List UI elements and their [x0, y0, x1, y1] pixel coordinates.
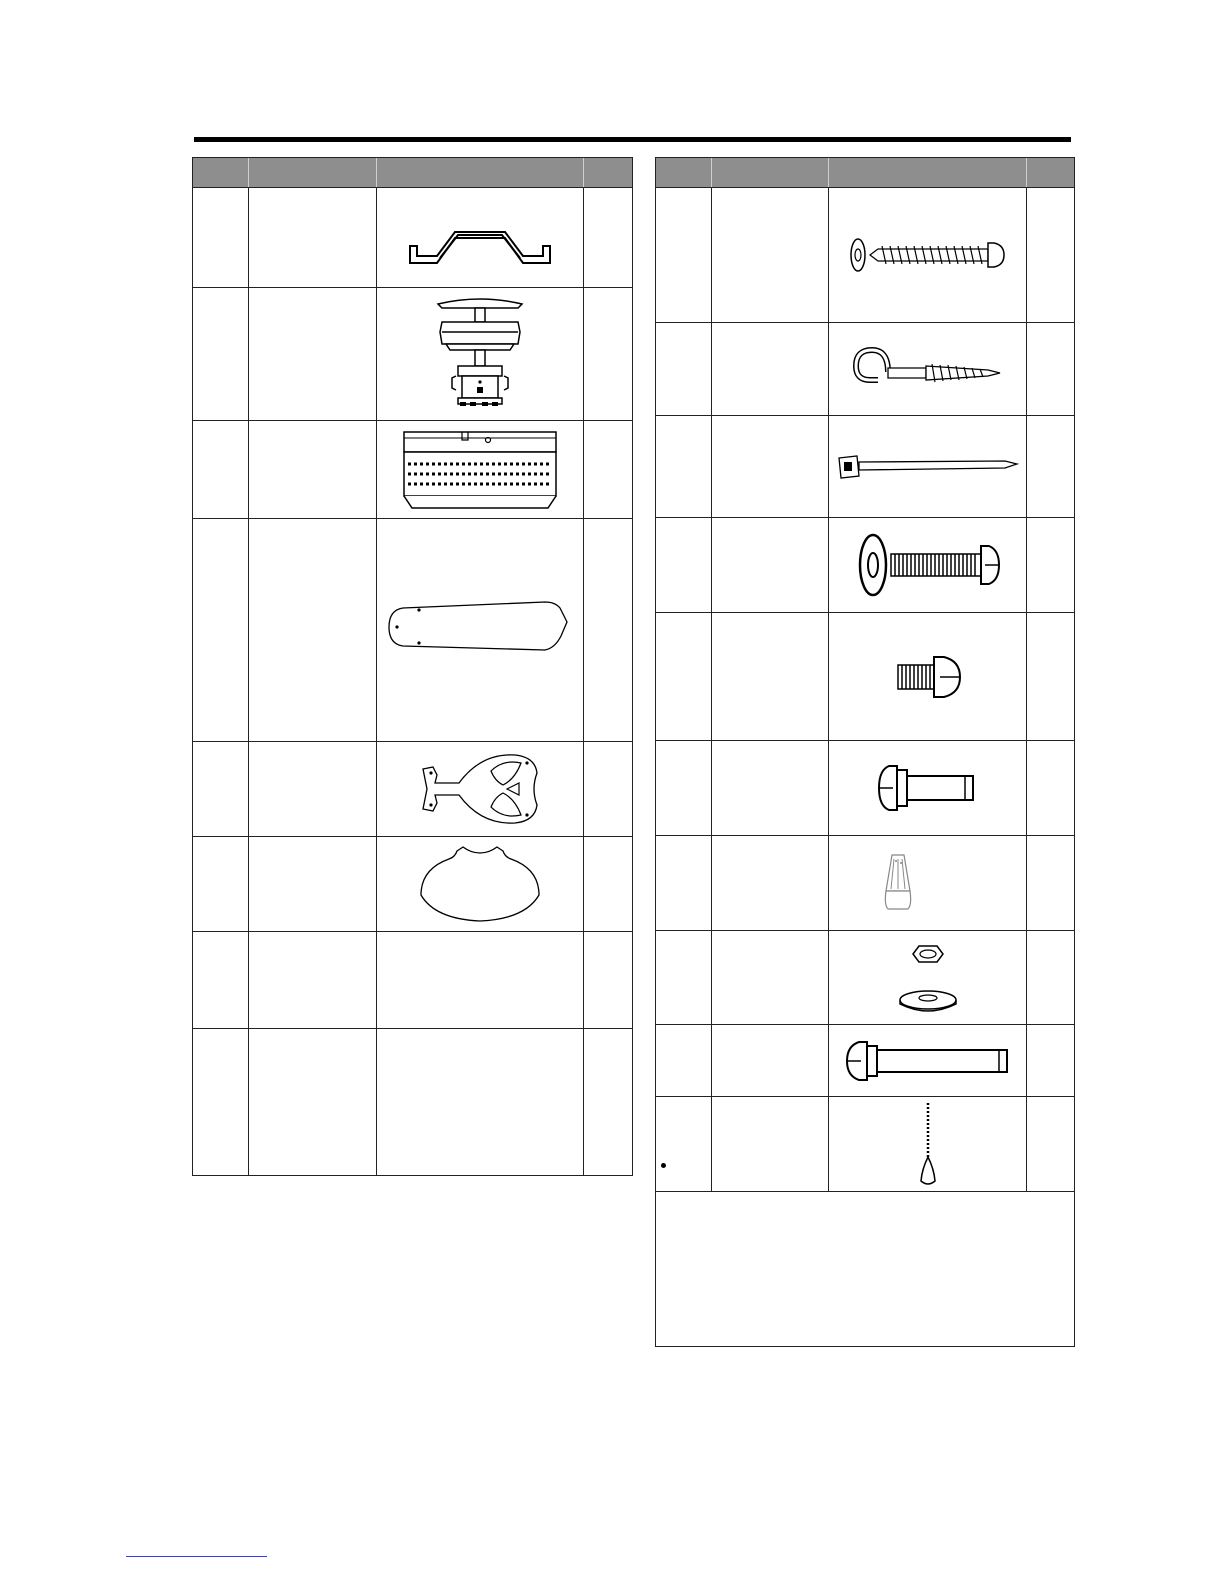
part-number [656, 188, 712, 322]
part-number [193, 421, 249, 518]
part-number [193, 932, 249, 1028]
part-illustration [377, 932, 584, 1028]
part-quantity [584, 188, 632, 287]
blade-screw-icon [873, 758, 983, 818]
machine-screw-icon [843, 1036, 1013, 1086]
part-name [712, 741, 829, 835]
parts-table-left [192, 157, 633, 1176]
table-row [656, 322, 1074, 415]
part-illustration [377, 421, 584, 518]
short-screw-icon [888, 647, 968, 707]
part-name [712, 518, 829, 612]
part-illustration [377, 742, 584, 836]
mounting-bracket-icon [405, 228, 555, 268]
table-row [656, 187, 1074, 322]
bolt-washer-icon [853, 530, 1003, 600]
table-header [193, 157, 632, 187]
hook-screw-icon [848, 344, 1008, 394]
header-number [193, 158, 249, 187]
part-illustration [377, 837, 584, 931]
parts-table-right [655, 157, 1075, 1347]
table-row [656, 415, 1074, 517]
part-name [712, 1097, 829, 1191]
part-number [656, 416, 712, 517]
part-name [712, 931, 829, 1024]
part-name [712, 613, 829, 740]
table-row [656, 835, 1074, 930]
part-illustration [829, 188, 1027, 322]
part-number [656, 323, 712, 415]
table-row [193, 741, 632, 836]
page-header-rule [194, 137, 1071, 142]
header-part-name [249, 158, 377, 187]
part-illustration [829, 741, 1027, 835]
part-illustration [829, 1025, 1027, 1096]
part-number [656, 1025, 712, 1096]
wire-nut-icon [878, 851, 918, 915]
part-name [249, 1029, 377, 1175]
part-illustration [377, 1029, 584, 1175]
part-illustration [829, 1097, 1027, 1191]
motor-assembly-icon [430, 292, 530, 417]
part-quantity [1027, 323, 1074, 415]
table-row [193, 187, 632, 287]
part-number [193, 1029, 249, 1175]
fan-blade-icon [385, 600, 575, 660]
part-illustration [829, 518, 1027, 612]
part-name [249, 421, 377, 518]
part-number [193, 519, 249, 741]
table-row [193, 287, 632, 420]
nut-and-washer-icon [893, 938, 963, 1018]
part-number [193, 742, 249, 836]
header-illustration [377, 158, 584, 187]
footer-link[interactable] [126, 1556, 267, 1557]
part-quantity [1027, 188, 1074, 322]
header-number [656, 158, 712, 187]
cable-tie-icon [835, 452, 1021, 482]
switch-cap-icon [415, 843, 545, 925]
part-illustration [829, 613, 1027, 740]
part-quantity [1027, 931, 1074, 1024]
part-quantity [1027, 741, 1074, 835]
header-quantity [584, 158, 632, 187]
part-number [656, 613, 712, 740]
part-quantity [584, 421, 632, 518]
pull-chain-icon [908, 1099, 948, 1189]
part-quantity [584, 1029, 632, 1175]
part-number [656, 836, 712, 930]
part-quantity [584, 742, 632, 836]
header-part-name [712, 158, 829, 187]
part-name [712, 1025, 829, 1096]
table-row [193, 1028, 632, 1175]
part-number [656, 1097, 712, 1191]
part-quantity [584, 519, 632, 741]
part-name [249, 742, 377, 836]
table-row [656, 612, 1074, 740]
table-row [656, 1024, 1074, 1096]
blade-arm-icon [415, 749, 545, 829]
part-name [712, 323, 829, 415]
table-row [193, 836, 632, 931]
part-name [712, 416, 829, 517]
part-quantity [1027, 836, 1074, 930]
part-number [193, 188, 249, 287]
part-illustration [829, 416, 1027, 517]
table-row [193, 420, 632, 518]
part-name [249, 519, 377, 741]
table-row [656, 1096, 1074, 1191]
part-quantity [584, 932, 632, 1028]
part-illustration [829, 931, 1027, 1024]
part-quantity [1027, 416, 1074, 517]
part-quantity [584, 837, 632, 931]
part-number [656, 518, 712, 612]
part-quantity [1027, 613, 1074, 740]
part-illustration [829, 323, 1027, 415]
part-name [249, 188, 377, 287]
part-quantity [1027, 518, 1074, 612]
table-row [193, 518, 632, 741]
table-note [656, 1191, 1074, 1346]
switch-housing-icon [400, 428, 560, 512]
part-quantity [584, 288, 632, 420]
wood-screw-washer-icon [848, 233, 1008, 277]
part-quantity [1027, 1097, 1074, 1191]
part-name [249, 932, 377, 1028]
table-row [656, 930, 1074, 1024]
part-number [193, 288, 249, 420]
part-number [656, 931, 712, 1024]
table-row [656, 517, 1074, 612]
header-quantity [1027, 158, 1074, 187]
part-number [656, 741, 712, 835]
table-header [656, 157, 1074, 187]
header-illustration [829, 158, 1027, 187]
bullet-icon [661, 1163, 666, 1168]
table-row [656, 740, 1074, 835]
part-name [249, 288, 377, 420]
part-name [249, 837, 377, 931]
part-illustration [377, 288, 584, 420]
table-row [193, 931, 632, 1028]
part-name [712, 836, 829, 930]
part-quantity [1027, 1025, 1074, 1096]
part-illustration [377, 519, 584, 741]
part-illustration [829, 836, 1027, 930]
part-name [712, 188, 829, 322]
part-illustration [377, 188, 584, 287]
part-number [193, 837, 249, 931]
